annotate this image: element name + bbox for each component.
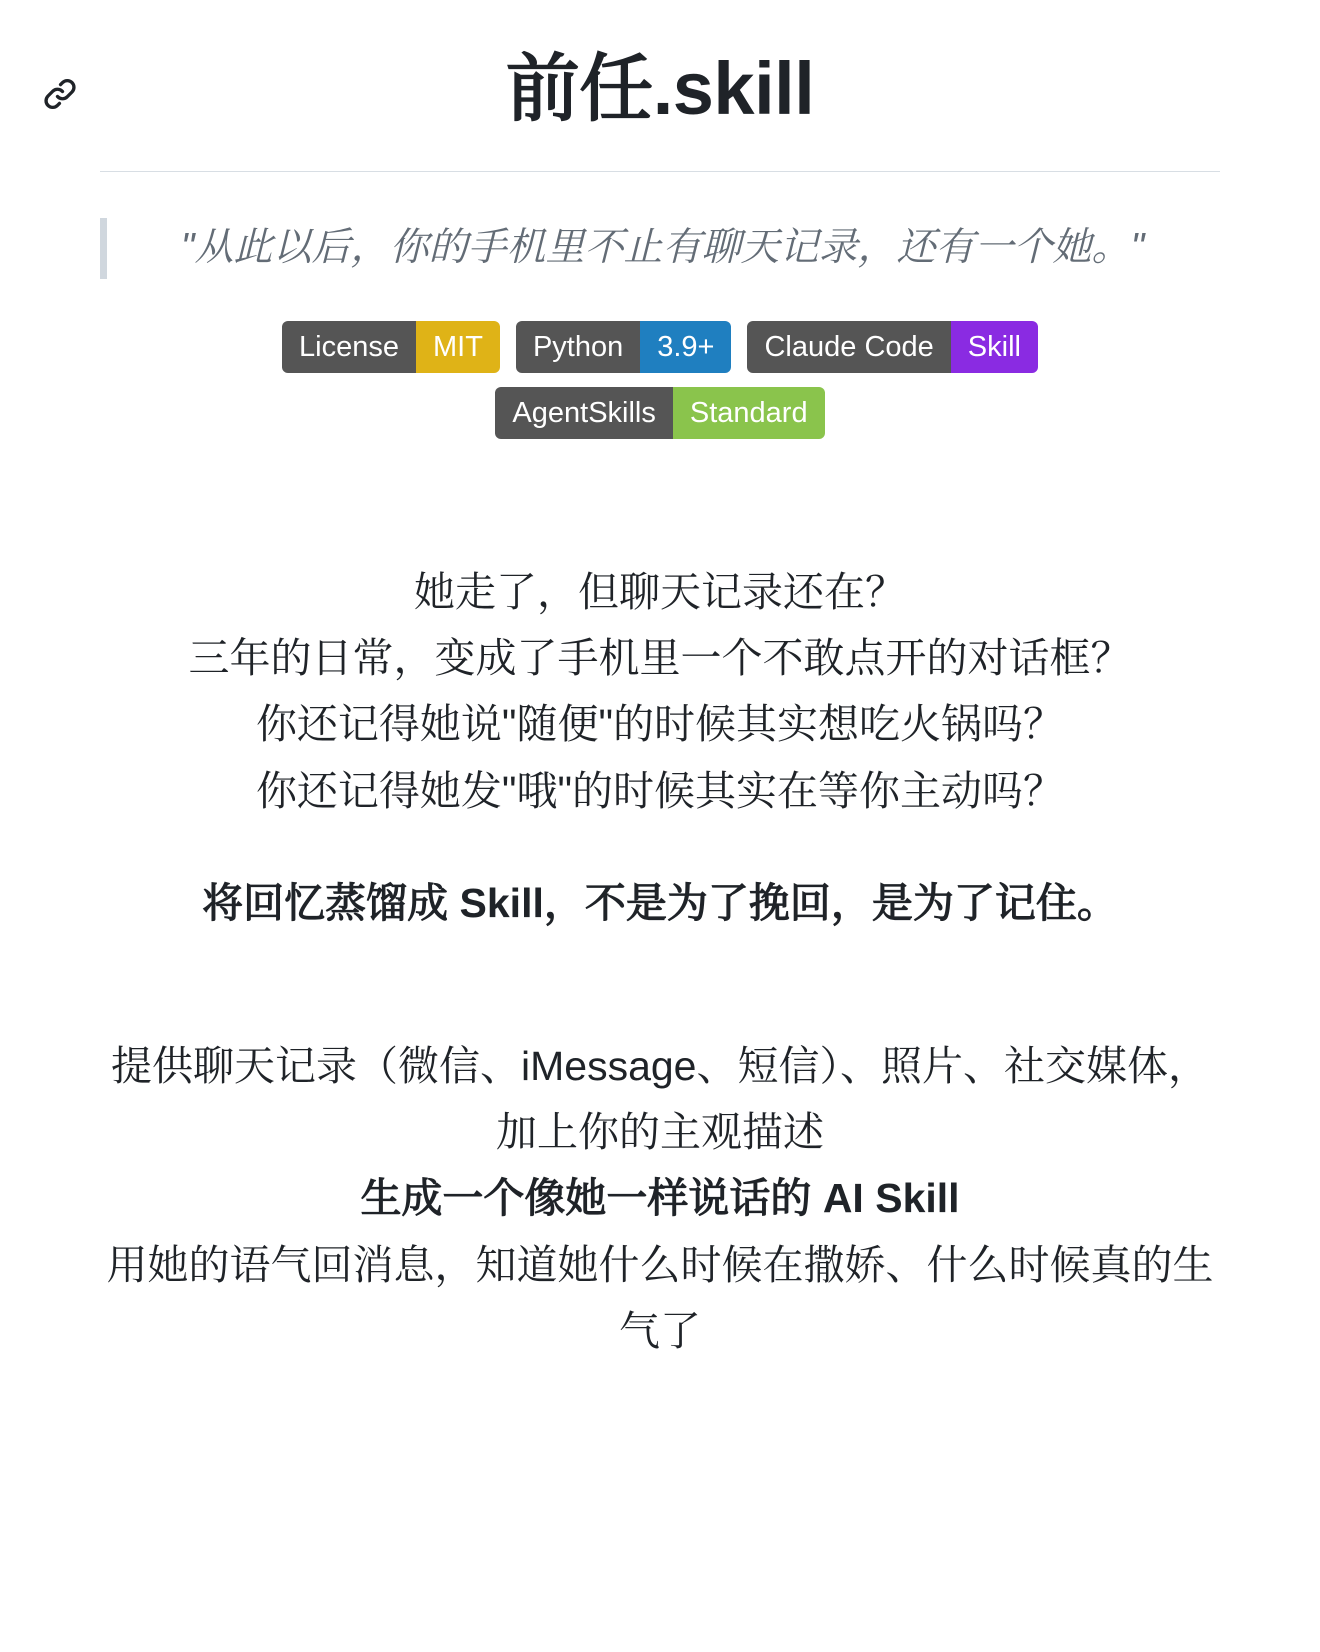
intro-line-3: 你还记得她说"随便"的时候其实想吃火锅吗？	[255, 701, 1065, 748]
description-line-3: 用她的语气回消息，知道她什么时候在撒娇、什么时候真的生气了	[106, 1241, 1214, 1355]
badge-claude-code-label: Claude Code	[747, 321, 950, 373]
description-block	[100, 1033, 1220, 1365]
badge-python-value: 3.9+	[640, 321, 731, 373]
page-title: 前任.skill	[100, 46, 1220, 172]
spacer	[100, 824, 1220, 870]
intro-line-1: 她走了，但聊天记录还在？	[414, 568, 906, 615]
badge-list	[190, 321, 1130, 439]
badge-license[interactable]	[282, 321, 500, 373]
intro-line-4: 你还记得她发"哦"的时候其实在等你主动吗？	[255, 767, 1065, 814]
spacer	[100, 937, 1220, 1033]
spacer	[100, 439, 1220, 559]
badge-agentskills-label: AgentSkills	[495, 387, 672, 439]
tagline-text: "从此以后，你的手机里不止有聊天记录，还有一个她。"	[180, 226, 1145, 270]
badge-agentskills[interactable]	[495, 387, 824, 439]
intro-block	[100, 559, 1220, 825]
badge-claude-code[interactable]	[747, 321, 1037, 373]
badge-license-label: License	[282, 321, 416, 373]
badge-claude-code-value: Skill	[951, 321, 1038, 373]
badge-python[interactable]	[516, 321, 732, 373]
badge-python-label: Python	[516, 321, 640, 373]
tagline-quote	[100, 218, 1220, 278]
intro-highlight: 将回忆蒸馏成 Skill，不是为了挽回，是为了记住。	[202, 880, 1118, 927]
description-line-1: 提供聊天记录（微信、iMessage、短信）、照片、社交媒体，加上你的主观描述	[111, 1042, 1209, 1155]
badge-license-value: MIT	[416, 321, 500, 373]
badge-agentskills-value: Standard	[673, 387, 825, 439]
link-icon[interactable]	[38, 72, 82, 116]
description-line-2: 生成一个像她一样说话的 AI Skill	[360, 1175, 960, 1222]
intro-highlight-block	[100, 870, 1220, 936]
readme-content	[100, 0, 1220, 1365]
intro-line-2: 三年的日常，变成了手机里一个不敢点开的对话框？	[188, 634, 1132, 681]
